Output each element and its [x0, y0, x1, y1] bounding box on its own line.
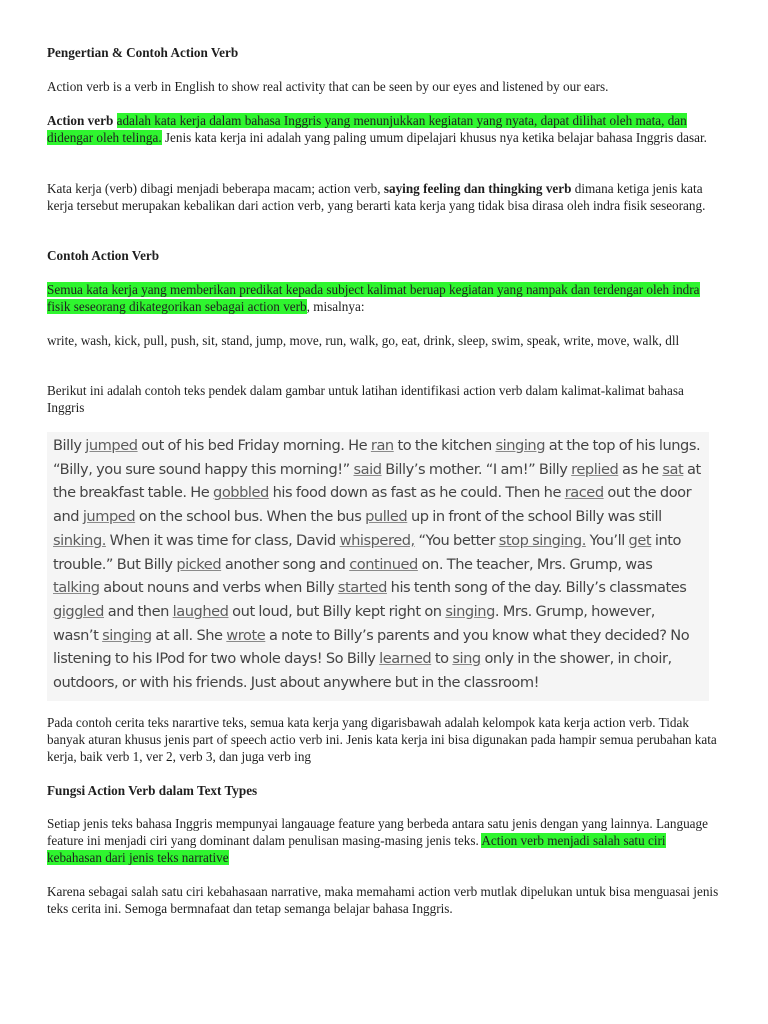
definition-rest: Jenis kata kerja ini adalah yang paling umum dipelajari khusus nya ketika belajar bahasa Inggris dasar. — [161, 130, 707, 145]
underlined-verb: singing — [445, 602, 495, 620]
underlined-verb: said — [353, 460, 382, 478]
examples-rest: , misalnya: — [306, 299, 365, 314]
story-text: about nouns and verbs when Billy — [103, 579, 335, 597]
story-text: out the door and — [53, 484, 692, 526]
intro-paragraph: Action verb is a verb in English to show real activity that can be seen by our eyes and listened by our ears. — [47, 79, 609, 94]
underlined-verb: learned — [379, 650, 432, 668]
story-text: only in the shower, in choir, outdoors, or with his friends. Just about anywhere but in the classroom! — [53, 650, 672, 692]
underlined-verb: continued — [349, 555, 418, 573]
types-paragraph — [47, 180, 723, 214]
underlined-verb: jumped — [85, 437, 138, 454]
story-text: a note to Billy’s parents and you know what they decided? No listening to his IPod for two whole days! So Billy — [53, 626, 690, 668]
story-text: another song and — [224, 555, 346, 573]
closing-paragraph: Karena sebagai salah satu ciri kebahasaan narrative, maka memahami action verb mutlak dipelukan untuk bisa menguasai jenis teks cerita ini. Semoga bermnafaat dan tetap semanga belajar bahasa Inggris. — [47, 884, 719, 916]
story-text: on. The teacher, Mrs. Grump, was — [421, 555, 653, 573]
types-text-a: Kata kerja (verb) dibagi menjadi beberapa macam; action verb, — [47, 181, 384, 196]
definition-highlight: adalah kata kerja dalam bahasa Inggris yang menunjukkan kegiatan yang nyata, dapat dilihat oleh mata, dan didengar oleh telinga. — [47, 113, 687, 145]
story-box — [47, 432, 709, 701]
story-text: Billy’s mother. “I am!” Billy — [385, 460, 568, 478]
underlined-verb: stop singing. — [498, 531, 586, 549]
story-text: When it was time for class, David — [109, 531, 336, 549]
underlined-verb: gobbled — [213, 484, 269, 502]
underlined-verb: started — [337, 579, 387, 597]
story-text: on the school bus. When the bus — [138, 508, 362, 526]
story-text: his food down as fast as he could. Then he — [272, 484, 561, 502]
story-text: as he — [622, 460, 659, 478]
function-paragraph — [47, 815, 723, 866]
underlined-verb: picked — [176, 555, 222, 573]
underlined-verb: get — [628, 531, 652, 549]
story-text: out of his bed Friday morning. He — [141, 437, 368, 454]
underlined-verb: whispered, — [339, 531, 415, 549]
function-highlight: Action verb menjadi salah satu ciri kebahasan dari jenis teks narrative — [47, 833, 666, 865]
doc-title: Pengertian & Contoh Action Verb — [47, 45, 239, 60]
story-text: at the top of his lungs. “Billy, you sure sound happy this morning!” — [53, 437, 701, 478]
underlined-verb: giggled — [53, 602, 104, 620]
story-text: You’ll — [589, 531, 625, 549]
story-text: at all. She — [155, 626, 223, 644]
story-text: to — [434, 650, 449, 668]
story-text: into trouble.” But Billy — [53, 531, 681, 573]
underlined-verb: sinking. — [53, 531, 106, 549]
underlined-verb: wrote — [226, 626, 266, 644]
story-text: and then — [107, 602, 169, 620]
underlined-verb: talking — [53, 579, 100, 597]
after-paragraph: Pada contoh cerita teks narartive teks, semua kata kerja yang digarisbawah adalah kelompok kata kerja action verb. Tidak banyak aturan khusus jenis part of speech actio verb ini. Jenis kata kerja ini bisa digunakan pada hampir semua perubahan kata kerja, baik verb 1, ver 2, verb 3, dan juga verb ing — [47, 715, 717, 764]
story-text: to the kitchen — [397, 437, 492, 454]
story-text: at the breakfast table. He — [53, 460, 701, 502]
definition-paragraph — [47, 112, 723, 146]
lead-paragraph: Berikut ini adalah contoh teks pendek dalam gambar untuk latihan identifikasi action verb dalam kalimat-kalimat bahasa Inggris — [47, 383, 684, 415]
underlined-verb: singing — [102, 626, 152, 644]
underlined-verb: jumped — [82, 508, 136, 526]
verb-list: write, wash, kick, pull, push, sit, stand, jump, move, run, walk, go, eat, drink, sleep, swim, speak, write, move, walk, dll — [47, 333, 680, 348]
story-text: . Mrs. Grump, however, wasn’t — [53, 602, 655, 644]
function-text: Setiap jenis teks bahasa Inggris mempunyai langauage feature yang berbeda antara satu jenis dengan yang lainnya. Language feature ini menjadi ciri yang dominant dalam penulisan masing-masing jenis teks. — [47, 816, 708, 848]
story-text: out loud, but Billy kept right on — [232, 602, 442, 620]
underlined-verb: laughed — [172, 602, 229, 620]
underlined-verb: sing — [452, 650, 481, 668]
types-text-c: dimana ketiga jenis kata kerja tersebut merupakan kebalikan dari action verb, yang berarti kata kerja yang tidak bisa dirasa oleh indra fisik seseorang. — [47, 181, 706, 213]
story-text: up in front of the school Billy was still — [410, 508, 662, 526]
story-text: “You better — [418, 531, 496, 549]
underlined-verb: sat — [662, 460, 684, 478]
types-bold: saying feeling dan thingking verb — [383, 181, 572, 196]
story-text: his tenth song of the day. Billy’s classmates — [390, 579, 687, 597]
examples-paragraph — [47, 281, 723, 315]
section-heading-function: Fungsi Action Verb dalam Text Types — [47, 783, 258, 798]
underlined-verb: replied — [571, 460, 619, 478]
definition-term: Action verb — [47, 113, 114, 128]
story-text: Billy — [53, 437, 82, 454]
underlined-verb: raced — [564, 484, 604, 502]
underlined-verb: pulled — [365, 508, 408, 526]
section-heading-examples: Contoh Action Verb — [47, 248, 160, 263]
underlined-verb: ran — [370, 437, 394, 454]
examples-highlight: Semua kata kerja yang memberikan predikat kepada subject kalimat beruap kegiatan yang nampak dan terdengar oleh indra fisik seseorang dikategorikan sebagai action verb — [47, 282, 700, 314]
underlined-verb: singing — [495, 437, 546, 454]
